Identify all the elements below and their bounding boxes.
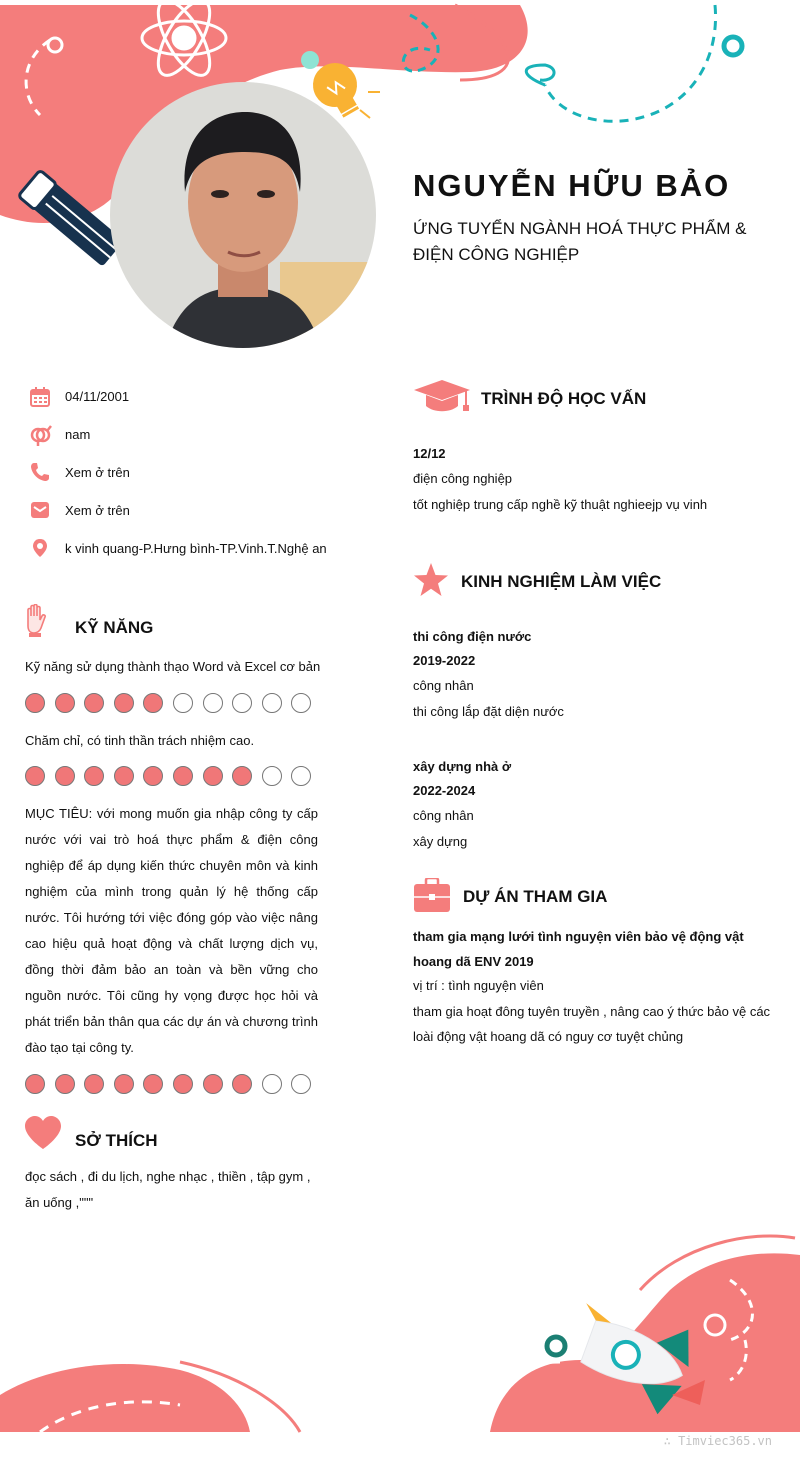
skill-3-rating [25, 1074, 311, 1094]
rating-dot [84, 693, 104, 713]
job-2-position: công nhân [413, 808, 474, 823]
rating-dot [203, 1074, 223, 1094]
rating-dot [55, 693, 75, 713]
star-icon [413, 563, 449, 597]
rating-dot [114, 766, 134, 786]
rating-dot [25, 693, 45, 713]
email-icon [30, 500, 50, 520]
rating-dot [25, 1074, 45, 1094]
location-icon [30, 538, 50, 558]
rating-dot [262, 766, 282, 786]
education-major: điện công nghiệp [413, 471, 513, 486]
contact-gender [30, 422, 330, 448]
rating-dot [203, 766, 223, 786]
job-2-desc: xây dựng [413, 834, 468, 849]
skill-2-text: Chăm chỉ, có tinh thần trách nhiệm cao. [25, 733, 255, 748]
address-text: k vinh quang-P.Hưng bình-TP.Vinh.T.Nghệ an [65, 541, 327, 556]
contact-birthday [30, 384, 330, 410]
job-1-period: 2019-2022 [413, 653, 476, 668]
gender-icon [30, 424, 52, 446]
job-1-desc: thi công lắp đặt diện nước [413, 704, 564, 719]
project-role: vị trí : tình nguyện viên [413, 978, 544, 993]
skill-1-rating [25, 693, 311, 713]
skill-2-rating [25, 766, 311, 786]
projects-title: DỰ ÁN THAM GIA [463, 887, 608, 906]
rating-dot [84, 766, 104, 786]
contact-address [30, 536, 330, 588]
rating-dot [55, 1074, 75, 1094]
rating-dot [143, 693, 163, 713]
rating-dot [203, 693, 223, 713]
rating-dot [143, 766, 163, 786]
rating-dot [25, 766, 45, 786]
heart-icon [24, 1116, 62, 1150]
skills-title: KỸ NĂNG [75, 618, 154, 637]
education-title: TRÌNH ĐỘ HỌC VẤN [481, 389, 647, 408]
skill-3-text: MỤC TIÊU: với mong muốn gia nhập công ty cấp nước với vai trò hoá thực phẩm & điện công nghiệp để áp dụng kiến thức chuyên môn và kinh nghiệm của mình trong quản lý hệ thống cấp nước. Tôi hướng tới việc đóng góp vào việc nâng cao hiệu quả hoạt động và chất lượng dịch vụ, đồng thời đảm bảo an toàn và bền vững cho nguồn nước. Tôi cũng hy vọng được học hỏi và phát triển bản thân qua các dự án và chương trình đào tạo tại công ty. [25, 806, 318, 1055]
phone-text: Xem ở trên [65, 465, 130, 480]
hand-icon [24, 604, 48, 638]
rating-dot [173, 693, 193, 713]
job-1-company: thi công điện nước [413, 629, 532, 644]
birthday-text: 04/11/2001 [65, 389, 130, 404]
job-2-period: 2022-2024 [413, 783, 476, 798]
rating-dot [291, 693, 311, 713]
rating-dot [173, 1074, 193, 1094]
contact-phone [30, 460, 330, 486]
briefcase-icon [414, 878, 450, 912]
project-desc: tham gia hoạt đông tuyên truyền , nâng cao ý thức bảo vệ các loài động vật hoang dã có nguy cơ tuyệt chủng [413, 1004, 771, 1044]
rating-dot [262, 1074, 282, 1094]
job-1-position: công nhân [413, 678, 474, 693]
job-title: ỨNG TUYỂN NGÀNH HOÁ THỰC PHẨM & ĐIỆN CÔNG NGHIỆP [413, 219, 747, 264]
rating-dot [232, 1074, 252, 1094]
job-2-company: xây dựng nhà ở [413, 759, 512, 774]
contact-email [30, 498, 330, 524]
rating-dot [173, 766, 193, 786]
experience-title: KINH NGHIỆM LÀM VIỆC [461, 572, 662, 591]
rating-dot [55, 766, 75, 786]
bottom-left-blob [0, 1364, 250, 1432]
footer-brand-text: Timviec365.vn [678, 1434, 772, 1448]
rating-dot [232, 693, 252, 713]
rating-dot [114, 1074, 134, 1094]
rating-dot [143, 1074, 163, 1094]
hobbies-text: đọc sách , đi du lịch, nghe nhạc , thiền , tập gym , ăn uống ,""" [25, 1169, 311, 1210]
graduation-cap-icon [414, 380, 470, 414]
rating-dot [114, 693, 134, 713]
education-period: 12/12 [413, 446, 446, 461]
candidate-name: NGUYỄN HỮU BẢO [413, 168, 731, 203]
gender-text: nam [65, 427, 91, 442]
calendar-icon [30, 387, 50, 407]
education-desc: tốt nghiệp trung cấp nghề kỹ thuật nghieejp vụ vinh [413, 497, 708, 512]
profile-photo [110, 82, 376, 348]
footer-brand: ∴ Timviec365.vn [663, 1434, 772, 1448]
skill-1-text: Kỹ năng sử dụng thành thạo Word và Excel cơ bản [25, 659, 321, 674]
rating-dot [84, 1074, 104, 1094]
rating-dot [291, 766, 311, 786]
phone-icon [30, 462, 50, 482]
rating-dot [232, 766, 252, 786]
rating-dot [262, 693, 282, 713]
rating-dot [291, 1074, 311, 1094]
email-text: Xem ở trên [65, 503, 130, 518]
project-name: tham gia mạng lưới tình nguyện viên bảo vệ động vật hoang dã ENV 2019 [413, 929, 744, 969]
hobbies-title: SỞ THÍCH [75, 1131, 158, 1150]
